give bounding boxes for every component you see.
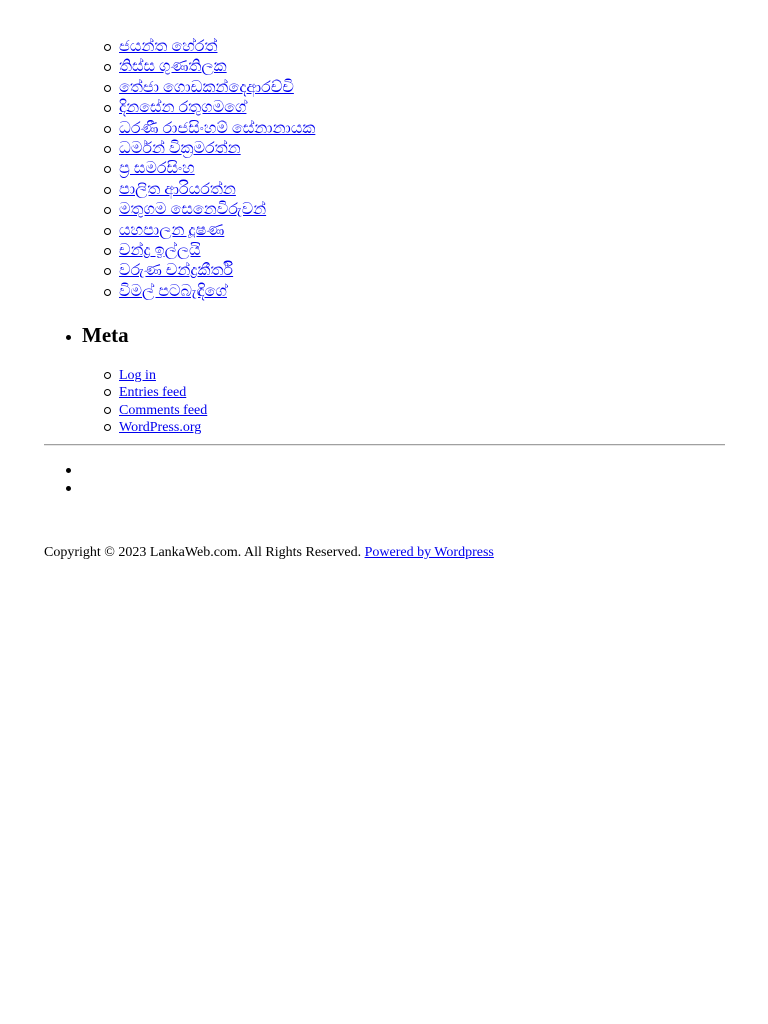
author-link[interactable]: දිනසේන රතුගමගේ (119, 99, 247, 117)
author-links-list (119, 37, 315, 302)
circle-bullet-icon (104, 372, 111, 379)
author-link[interactable]: ධරණී රාජසිංහම් සේනානායක (119, 119, 316, 137)
circle-bullet-icon (104, 126, 111, 133)
author-link[interactable]: තිස්ස ගුණතිලක (119, 58, 227, 76)
circle-bullet-icon (104, 248, 111, 255)
powered-by-link[interactable]: Powered by Wordpress (364, 545, 494, 560)
circle-bullet-icon (104, 166, 111, 173)
list-item (119, 261, 315, 281)
circle-bullet-icon (104, 207, 111, 214)
author-link[interactable]: විමල් පටබැඳිගේ (119, 282, 227, 300)
disc-bullet-icon (66, 335, 71, 340)
disc-bullet-icon (66, 486, 71, 491)
horizontal-divider (44, 444, 725, 446)
list-item (119, 241, 315, 261)
circle-bullet-icon (104, 289, 111, 296)
footer (44, 544, 494, 562)
list-item (119, 282, 315, 302)
list-item (119, 180, 315, 200)
list-item (119, 221, 315, 241)
circle-bullet-icon (104, 389, 111, 396)
meta-heading: Meta (82, 323, 129, 347)
author-link[interactable]: මතුගම සෙනෙවිරුවන් (119, 201, 267, 219)
list-item (119, 200, 315, 220)
copyright-text: Copyright © 2023 LankaWeb.com. All Rights Reserved. (44, 545, 362, 560)
disc-bullet-icon (66, 468, 71, 473)
entries-feed-link[interactable]: Entries feed (119, 385, 187, 401)
circle-bullet-icon (104, 268, 111, 275)
author-link[interactable]: පාලිත ආරියරත්න (119, 180, 236, 198)
list-item (119, 367, 207, 384)
meta-widget-heading-row (82, 322, 129, 348)
list-item (119, 402, 207, 419)
author-link[interactable]: ධර්මන් වික්‍රමරත්න (119, 139, 241, 157)
list-item (119, 119, 315, 139)
list-item (119, 139, 315, 159)
circle-bullet-icon (104, 44, 111, 51)
comments-feed-link[interactable]: Comments feed (119, 402, 208, 418)
author-link[interactable]: යහපාලන දූෂණ (119, 221, 225, 239)
circle-bullet-icon (104, 146, 111, 153)
circle-bullet-icon (104, 105, 111, 112)
list-item (119, 57, 315, 77)
circle-bullet-icon (104, 187, 111, 194)
circle-bullet-icon (104, 424, 111, 431)
list-item (119, 159, 315, 179)
author-link[interactable]: වරුණ චන්ද්‍රකීර්ති (119, 262, 234, 280)
list-item (119, 37, 315, 57)
list-item (119, 384, 207, 401)
meta-links-list (119, 367, 207, 436)
author-link[interactable]: ප්‍ර සමරසිංහ (119, 160, 195, 178)
list-item (119, 78, 315, 98)
author-link[interactable]: තේජා ගොඩකන්දෙආරච්චි (119, 78, 294, 96)
circle-bullet-icon (104, 64, 111, 71)
circle-bullet-icon (104, 85, 111, 92)
login-link[interactable]: Log in (119, 368, 156, 383)
circle-bullet-icon (104, 228, 111, 235)
author-link[interactable]: ජයන්ත හේරත් (119, 38, 218, 55)
circle-bullet-icon (104, 407, 111, 414)
list-item (119, 419, 207, 436)
list-item (119, 98, 315, 118)
author-link[interactable]: චන්ද්‍ර ඉල්ලයි (119, 241, 201, 259)
wordpress-org-link[interactable]: WordPress.org (119, 419, 202, 435)
